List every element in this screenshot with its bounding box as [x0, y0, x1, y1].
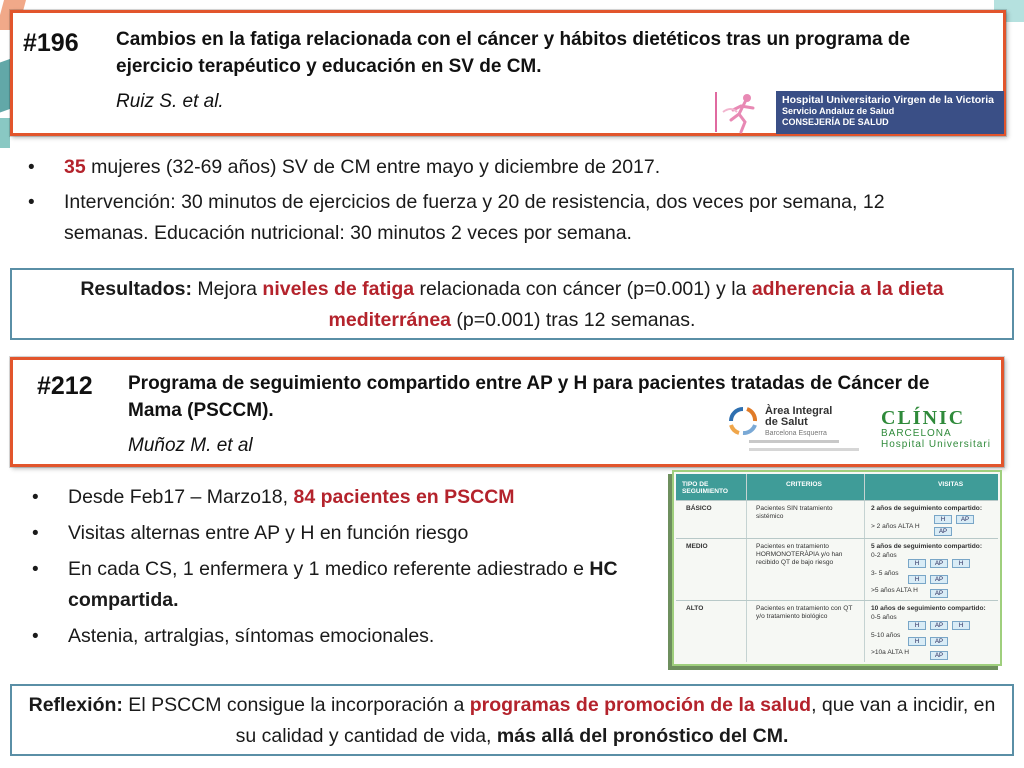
logo-fine-print [749, 448, 859, 451]
chip-ap: AP [930, 589, 948, 598]
study-title: Programa de seguimiento compartido entre AP y H para pacientes tratadas de Cáncer de Mama (PSCCM). [128, 373, 930, 421]
table-cell: 10 años de seguimiento compartido: [871, 605, 986, 612]
logo-fine-print [749, 440, 839, 443]
table-cell: MEDIO [686, 543, 708, 550]
area-logo-line: de Salut [765, 416, 808, 428]
study-196-header [10, 10, 1006, 136]
area-logo-subtext: Barcelona Esquerra [765, 430, 827, 437]
table-cell: 2 años de seguimiento compartido: [871, 505, 983, 512]
table-header-cell: TIPO DE SEGUIMIENTO [682, 481, 729, 495]
follow-up-table-image [672, 470, 1002, 666]
bullet-text: En cada CS, 1 enfermera y 1 medico referente adiestrado e [68, 558, 590, 580]
table-cell: 0-5 años [871, 614, 897, 621]
results-text: (p=0.001) tras 12 semanas. [451, 309, 696, 331]
area-logo-line: Àrea Integral [765, 405, 833, 417]
hospital-logo-line: CONSEJERÍA DE SALUD [782, 117, 889, 127]
table-cell: 5 años de seguimiento compartido: [871, 543, 983, 550]
highlight-text: 84 pacientes en PSCCM [293, 486, 515, 508]
table-row [676, 500, 998, 538]
highlight-number: 35 [64, 156, 86, 178]
study-title: Cambios en la fatiga relacionada con el cáncer y hábitos dietéticos tras un programa de ejercicio terapéutico y educación en SV de CM. [116, 29, 911, 77]
reflexion-label: Reflexión: [28, 694, 123, 716]
chip-ap: AP [930, 621, 948, 630]
area-logo-text [765, 406, 832, 428]
bullet-item [24, 152, 964, 183]
chip-h: H [908, 621, 926, 630]
chip-ap: AP [930, 637, 948, 646]
hospital-logo-line: Hospital Universitario Virgen de la Victoria [782, 94, 995, 106]
study-author: Ruiz S. et al. [116, 91, 224, 112]
study-number: #212 [37, 372, 93, 400]
table-cell: >10a ALTA H [871, 649, 910, 656]
follow-up-table [676, 474, 998, 662]
clinic-logo [881, 407, 991, 450]
results-highlight: adherencia a la dieta mediterránea [328, 278, 944, 331]
bullet-item [28, 482, 668, 513]
chip-ap: AP [934, 527, 952, 536]
chip-h: H [908, 637, 926, 646]
bullet-item [28, 518, 668, 549]
chip-ap: AP [930, 575, 948, 584]
table-header [676, 474, 998, 500]
results-box [10, 268, 1014, 340]
bullet-text: Desde Feb17 – Marzo18, [68, 486, 294, 508]
table-cell: >5 años ALTA H [871, 587, 918, 594]
bullet-text: Visitas alternas entre AP y H en función riesgo [68, 522, 469, 544]
chip-h: H [952, 559, 970, 568]
hospital-logo [776, 91, 1004, 134]
table-header-cell: VISITAS [938, 481, 964, 488]
bullet-text: mujeres (32-69 años) SV de CM entre mayo y diciembre de 2017. [85, 156, 661, 178]
bullet-item [28, 621, 668, 652]
results-text: relacionada con cáncer (p=0.001) y la [414, 278, 752, 300]
study-212-bullets [28, 482, 668, 657]
table-row [676, 538, 998, 600]
chip-h: H [952, 621, 970, 630]
bullet-text: Intervención: 30 minutos de ejercicios de fuerza y 20 de resistencia, dos veces por semana, 12 semanas. Educación nutricional: 30 minutos 2 veces por semana. [64, 191, 885, 244]
clinic-logo-subtext: BARCELONA [881, 428, 952, 439]
chip-h: H [908, 575, 926, 584]
chip-ap: AP [930, 651, 948, 660]
study-196-bullets [24, 152, 964, 253]
chip-ap: AP [956, 515, 974, 524]
study-author: Muñoz M. et al [128, 435, 253, 456]
clinic-logo-name: CLÍNIC [881, 407, 966, 429]
chip-ap: AP [930, 559, 948, 568]
clinic-logo-subtext: Hospital Universitari [881, 439, 991, 450]
chip-h: H [934, 515, 952, 524]
reflexion-text: El PSCCM consigue la incorporación a [122, 694, 470, 716]
bullet-item [28, 554, 668, 616]
hospital-logo-line: Servicio Andaluz de Salud [782, 106, 895, 116]
table-cell: 5-10 años [871, 632, 901, 639]
table-cell: ALTO [686, 605, 704, 612]
runner-logo-icon [711, 90, 775, 134]
reflexion-bold: más allá del pronóstico del CM. [496, 725, 789, 747]
study-number: #196 [23, 29, 79, 57]
bullet-text: Astenia, artralgias, síntomas emocionales. [68, 625, 435, 647]
table-row [676, 600, 998, 662]
reflexion-box [10, 684, 1014, 756]
bullet-item [24, 187, 964, 249]
area-integral-logo [725, 400, 875, 456]
results-label: Resultados: [80, 278, 192, 300]
bold-text: HC compartida. [68, 558, 618, 611]
table-cell: Pacientes en tratamiento HORMONOTERÀPIA y/o han recibido QT de bajo riesgo [756, 543, 843, 566]
area-integral-icon [725, 406, 761, 436]
study-212-header [10, 357, 1004, 467]
table-cell: 3- 5 años [871, 570, 899, 577]
results-text: Mejora [191, 278, 263, 300]
table-cell: Pacientes en tratamiento con QT y/o tratamiento biológico [756, 605, 853, 620]
results-highlight: niveles de fatiga [262, 278, 415, 300]
reflexion-highlight: programas de promoción de la salud [469, 694, 812, 716]
decorative-shape [0, 118, 10, 148]
table-cell: BÁSICO [686, 505, 712, 512]
table-header-cell: CRITERIOS [786, 481, 822, 488]
chip-h: H [908, 559, 926, 568]
table-cell: 0-2 años [871, 552, 897, 559]
table-cell: > 2 años ALTA H [871, 523, 920, 530]
table-cell: Pacientes SIN tratamiento sistémico [756, 505, 833, 520]
reflexion-text: , que van a incidir, en su calidad y cantidad de vida, [235, 694, 996, 747]
